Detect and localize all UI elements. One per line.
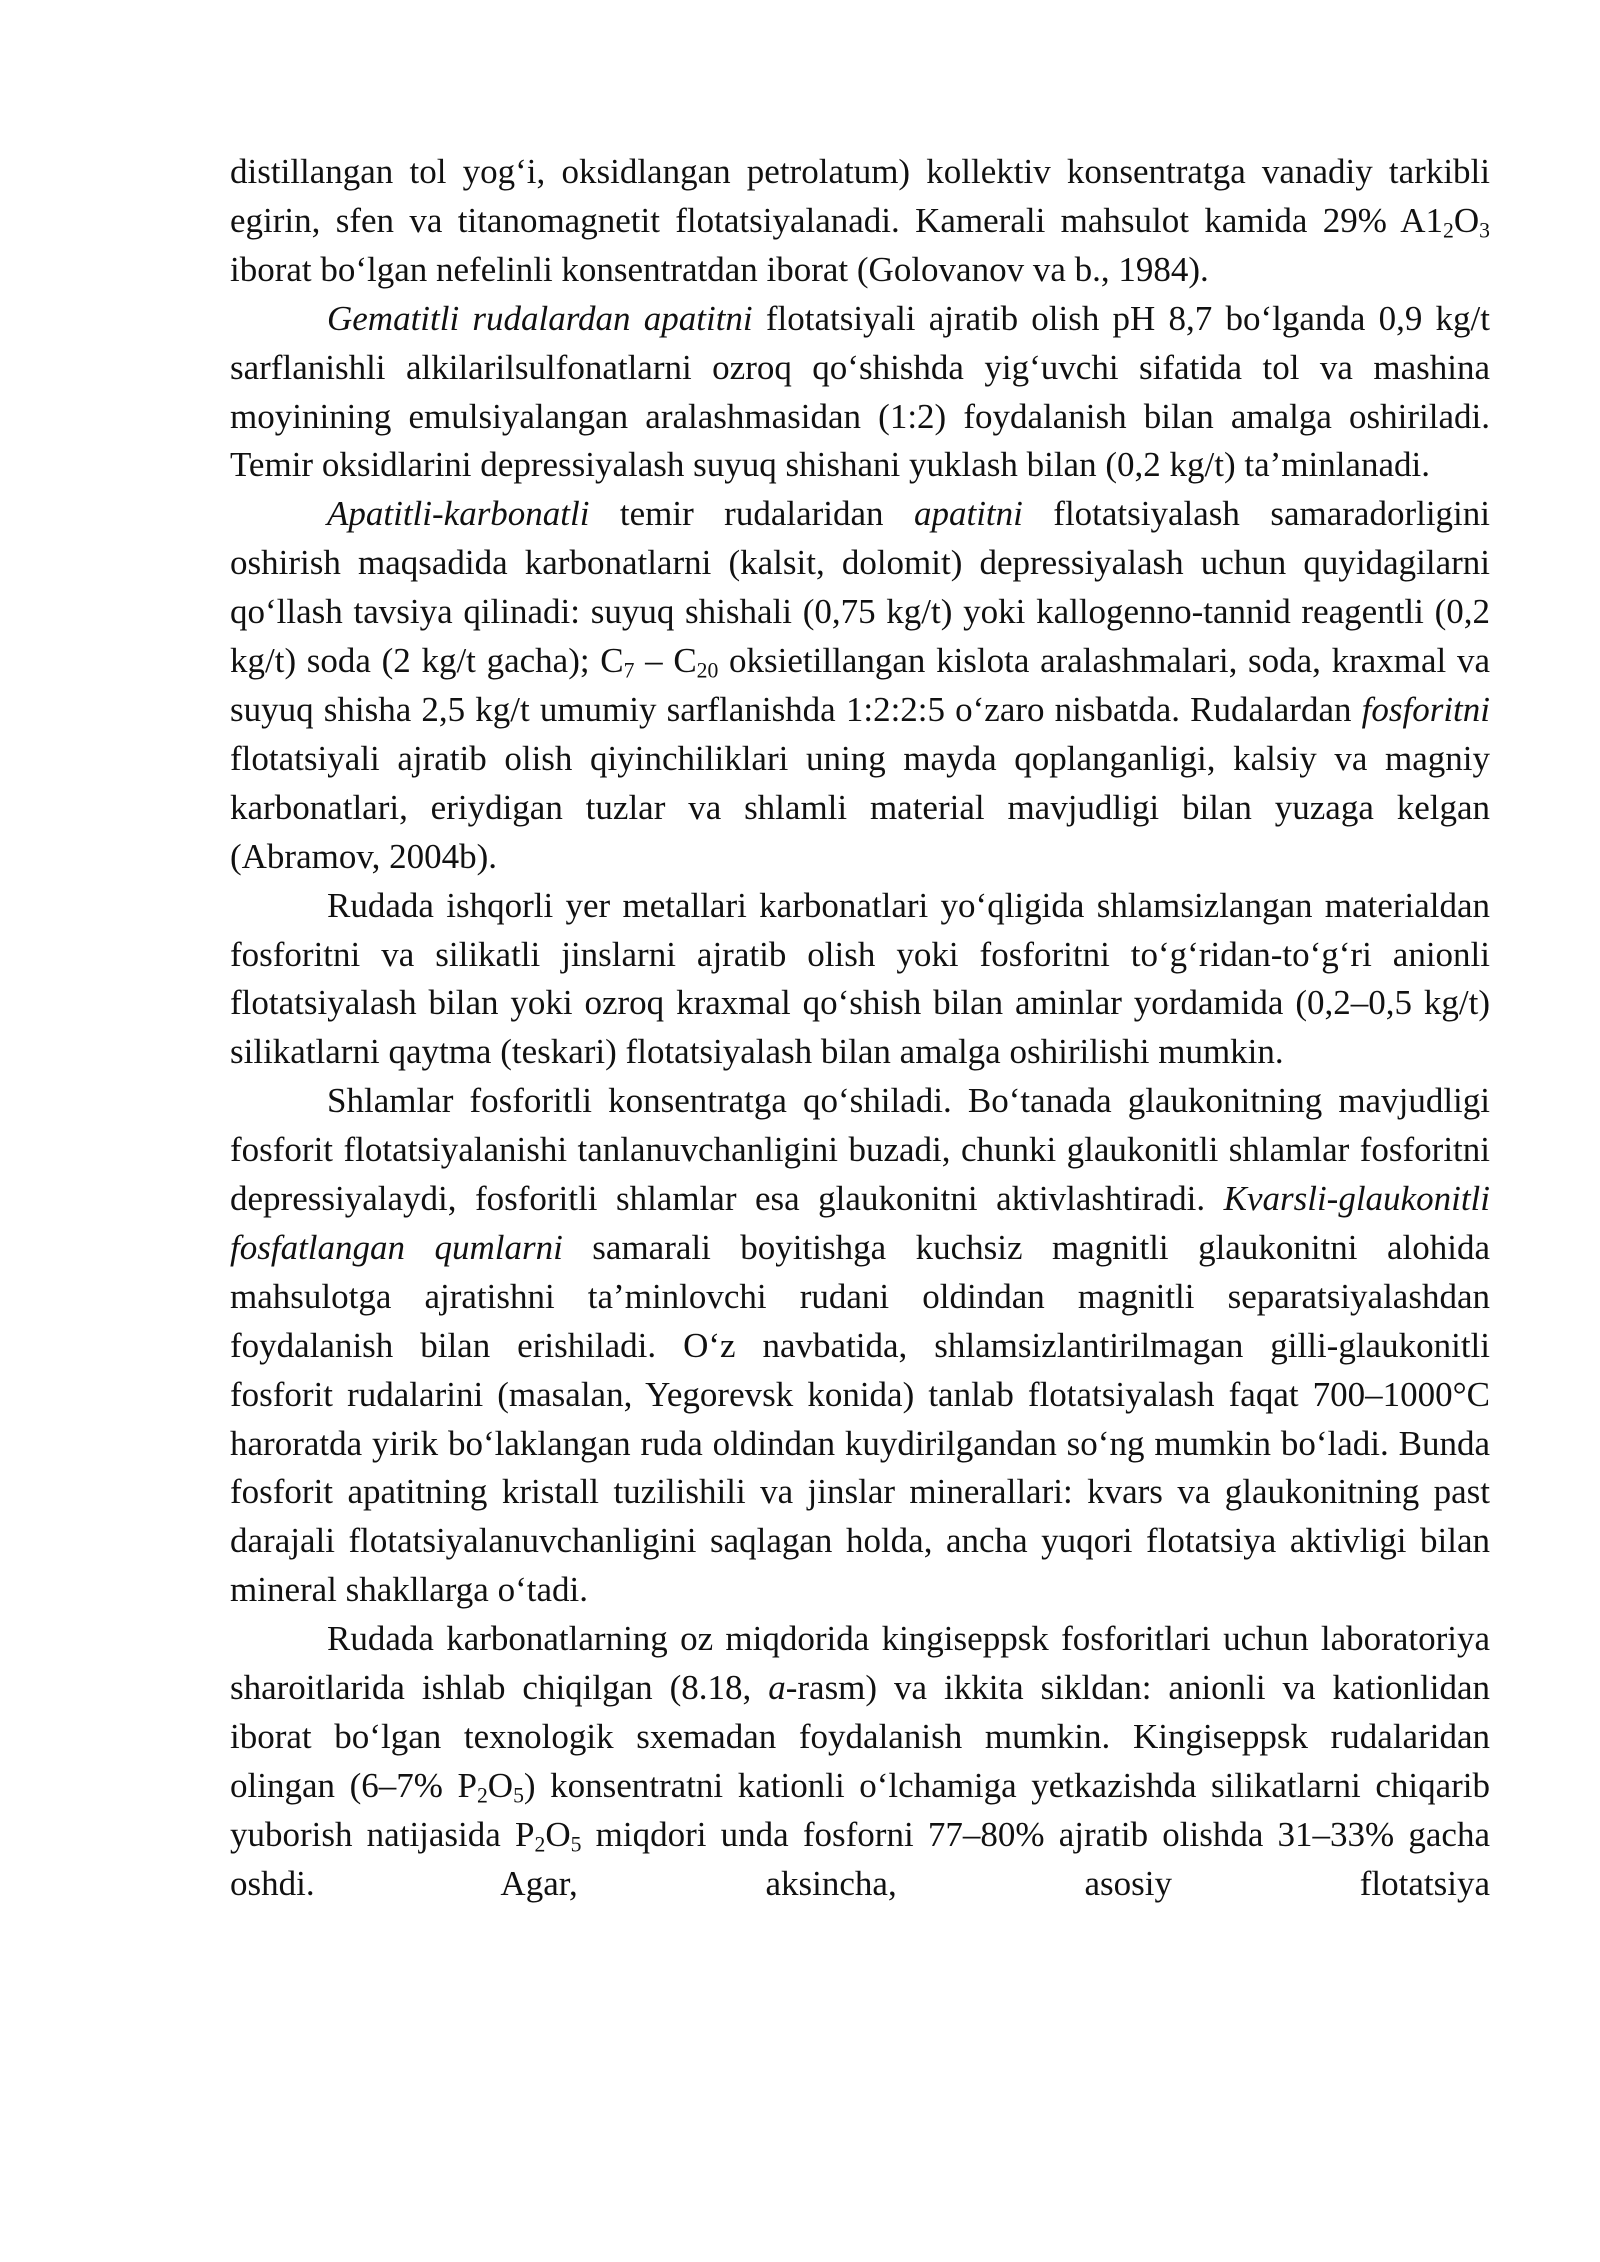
document-page: [230, 148, 1490, 1909]
text-run: flotatsiyali ajratib olish pH 8,7 bo‘lganda 0,9 kg/t sarflanishli alkilarilsulfonatlarni ozroq qo‘shishda yig‘uvchi sifatida tol va mashina moyinining emulsiyalangan aralashmasidan (1:2) foydalanish bilan amalga oshiriladi. Temir oksidlarini depressiyalash suyuq shishani yuklash bilan (0,2 kg/t) ta’minlanadi.: [230, 298, 1490, 485]
paragraph: [230, 1615, 1490, 1908]
text-run: temir rudalaridan: [589, 494, 914, 534]
text-run: miqdori unda fosforni 77–80% ajratib olishda 31–33% gacha oshdi. Agar, aksincha, asosiy flotatsiya: [230, 1814, 1491, 1903]
text-run: iborat bo‘lgan nefelinli konsentratdan iborat (Golovanov va b., 1984).: [230, 249, 1209, 289]
subscript: 3: [1479, 218, 1490, 243]
text-run: oksietillangan kislota aralashmalari, soda, kraxmal va suyuq shisha 2,5 kg/t umumiy sarflanishda 1:2:2:5 o‘zaro nisbatda. Rudalardan: [230, 641, 1490, 729]
subscript: 2: [476, 1783, 488, 1808]
italic-term: Kvarsli-glaukonitli fosfatlangan qumlarni: [230, 1179, 1490, 1267]
text-run: – C: [634, 641, 697, 681]
subscript: 2: [534, 1832, 546, 1857]
text-run: O: [487, 1765, 514, 1805]
italic-term: a: [768, 1668, 786, 1708]
italic-term: Gematitli rudalardan apatitni: [327, 298, 753, 338]
text-run: distillangan tol yog‘i, oksidlangan petrolatum) kollektiv konsentratga vanadiy tarkibli egirin, sfen va titanomagnetit flotatsiyalanadi. Kamerali mahsulot kamida 29% A1: [230, 152, 1490, 240]
subscript: 2: [1443, 218, 1454, 243]
text-run: Rudada ishqorli yer metallari karbonatlari yo‘qligida shlamsizlangan materialdan fosforitni va silikatli jinslarni ajratib olish yoki fosforitni to‘g‘ridan-to‘g‘ri anionli flotatsiyalash bilan yoki ozroq kraxmal qo‘shish bilan aminlar yordamida (0,2–0,5 kg/t) silikatlarni qaytma (teskari) flotatsiyalash bilan amalga oshirilishi mumkin.: [230, 885, 1490, 1072]
paragraph: [230, 295, 1490, 491]
italic-term: fosforitni: [1361, 689, 1490, 729]
subscript: 5: [513, 1783, 524, 1808]
paragraph: [230, 882, 1490, 1078]
paragraph: [230, 490, 1490, 881]
paragraph: [230, 1077, 1490, 1615]
text-run: Rudada karbonatlarning oz miqdorida kingiseppsk fosforitlari uchun laboratoriya sharoitlarida ishlab chiqilgan (8.18,: [230, 1619, 1490, 1708]
text-run: -rasm) va ikkita sikldan: anionli va kationlidan iborat bo‘lgan texnologik sxemadan foydalanish mumkin. Kingiseppsk rudalaridan olingan (6–7% P: [230, 1668, 1491, 1805]
italic-term: apatitni: [913, 494, 1023, 534]
text-run: flotatsiyalash samaradorligini oshirish maqsadida karbonatlarni (kalsit, dolomit) depressiyalash uchun quyidagilarni qo‘llash tavsiya qilinadi: suyuq shishali (0,75 kg/t) yoki kallogenno-tannid reagentli (0,2 kg/t) soda (2 kg/t gacha); C: [230, 494, 1490, 681]
text-run: samarali boyitishga kuchsiz magnitli glaukonitni alohida mahsulotga ajratishni ta’minlovchi rudani oldindan magnitli separatsiyalashdan foydalanish bilan erishiladi. O‘z navbatida, shlamsizlantirilmagan gilli-glaukonitli fosforit rudalarini (masalan, Yegorevsk konida) tanlab flotatsiyalash faqat 700–1000°C haroratda yirik bo‘laklangan ruda oldindan kuydirilgandan so‘ng mumkin bo‘ladi. Bunda fosforit apatitning kristall tuzilishili va jinslar minerallari: kvars va glaukonitning past darajali flotatsiyalanuvchanligini saqlagan holda, ancha yuqori flotatsiya aktivligi bilan mineral shakllarga o‘tadi.: [230, 1227, 1490, 1610]
italic-term: Apatitli-karbonatli: [327, 494, 590, 534]
text-run: O: [1453, 200, 1480, 240]
paragraph: [230, 148, 1490, 295]
subscript: 7: [623, 658, 635, 683]
text-run: ) konsentratni kationli o‘lchamiga yetkazishda silikatlarni chiqarib yuborish natijasida P: [230, 1765, 1491, 1854]
text-run: Shlamlar fosforitli konsentratga qo‘shiladi. Bo‘tanada glaukonitning mavjudligi fosforit flotatsiyalanishi tanlanuvchanligini buzadi, chunki glaukonitli shlamlar fosforitni depressiyalaydi, fosforitli shlamlar esa glaukonitni aktivlashtiradi.: [230, 1081, 1490, 1219]
subscript: 20: [696, 658, 719, 683]
subscript: 5: [570, 1832, 582, 1857]
text-run: flotatsiyali ajratib olish qiyinchiliklari uning mayda qoplanganligi, kalsiy va magniy karbonatlari, eriydigan tuzlar va shlamli material mavjudligi bilan yuzaga kelgan (Abramov, 2004b).: [230, 738, 1490, 876]
text-run: O: [545, 1814, 571, 1854]
